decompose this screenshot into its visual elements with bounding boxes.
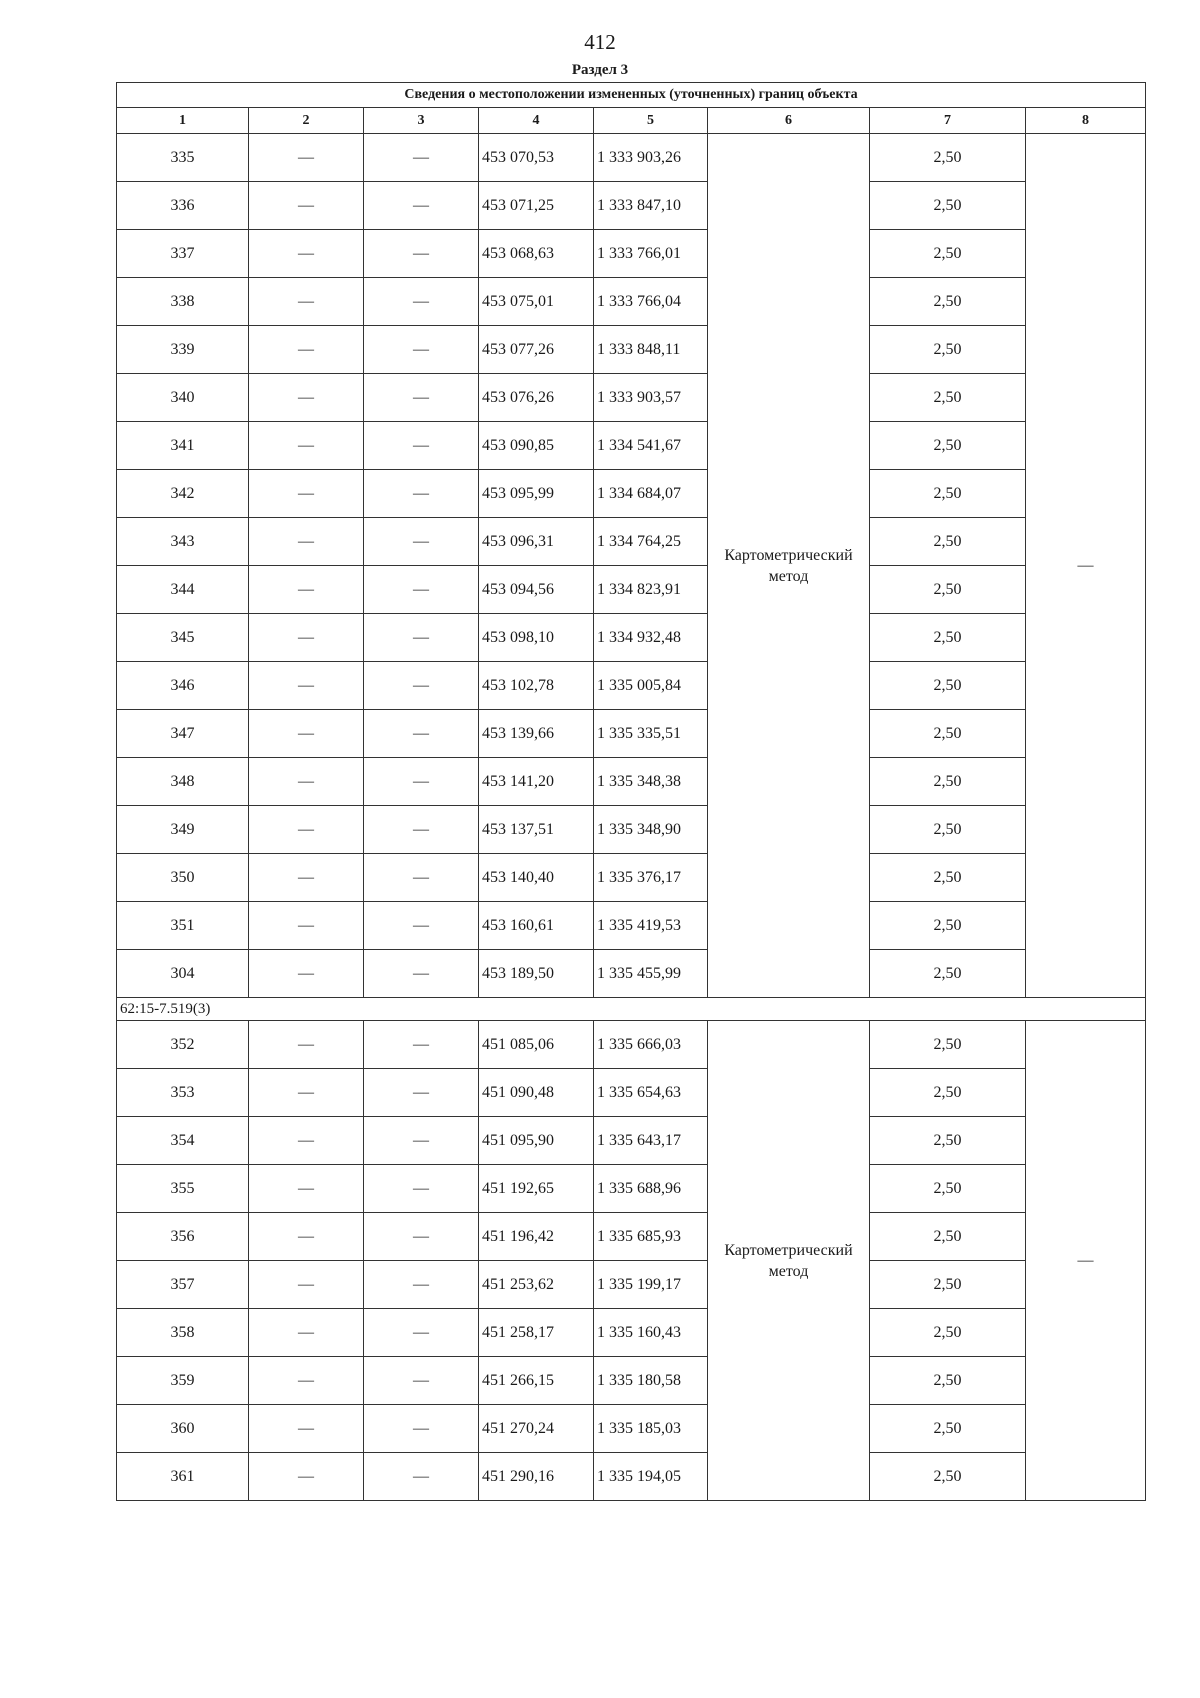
table-row xyxy=(117,422,1146,470)
x-coordinate-cell: 453 071,25 xyxy=(479,182,594,230)
col8-cell: — xyxy=(1026,1021,1146,1501)
col2-cell: — xyxy=(249,518,364,566)
x-coordinate-cell: 453 068,63 xyxy=(479,230,594,278)
col3-cell: — xyxy=(364,182,479,230)
table-row xyxy=(117,854,1146,902)
x-coordinate-cell: 451 253,62 xyxy=(479,1261,594,1309)
col2-cell: — xyxy=(249,326,364,374)
col3-cell: — xyxy=(364,1021,479,1069)
accuracy-cell: 2,50 xyxy=(870,1261,1026,1309)
col2-cell: — xyxy=(249,230,364,278)
table-row xyxy=(117,710,1146,758)
col3-cell: — xyxy=(364,1165,479,1213)
point-number-cell: 348 xyxy=(117,758,249,806)
table-row xyxy=(117,1261,1146,1309)
table-row xyxy=(117,950,1146,998)
y-coordinate-cell: 1 335 654,63 xyxy=(594,1069,708,1117)
x-coordinate-cell: 453 094,56 xyxy=(479,566,594,614)
y-coordinate-cell: 1 335 376,17 xyxy=(594,854,708,902)
col3-cell: — xyxy=(364,374,479,422)
y-coordinate-cell: 1 334 823,91 xyxy=(594,566,708,614)
table-row xyxy=(117,230,1146,278)
x-coordinate-cell: 453 096,31 xyxy=(479,518,594,566)
parcel-label-row xyxy=(117,998,1146,1021)
x-coordinate-cell: 453 077,26 xyxy=(479,326,594,374)
point-number-cell: 356 xyxy=(117,1213,249,1261)
x-coordinate-cell: 453 095,99 xyxy=(479,470,594,518)
accuracy-cell: 2,50 xyxy=(870,1453,1026,1501)
x-coordinate-cell: 451 095,90 xyxy=(479,1117,594,1165)
table-row xyxy=(117,1453,1146,1501)
accuracy-cell: 2,50 xyxy=(870,662,1026,710)
table-row xyxy=(117,134,1146,182)
table-row xyxy=(117,1117,1146,1165)
y-coordinate-cell: 1 333 848,11 xyxy=(594,326,708,374)
x-coordinate-cell: 453 075,01 xyxy=(479,278,594,326)
col2-cell: — xyxy=(249,662,364,710)
col2-cell: — xyxy=(249,1069,364,1117)
page-number: 412 xyxy=(584,30,616,54)
accuracy-cell: 2,50 xyxy=(870,566,1026,614)
x-coordinate-cell: 453 160,61 xyxy=(479,902,594,950)
point-number-cell: 353 xyxy=(117,1069,249,1117)
accuracy-cell: 2,50 xyxy=(870,758,1026,806)
x-coordinate-cell: 453 189,50 xyxy=(479,950,594,998)
col3-cell: — xyxy=(364,1213,479,1261)
y-coordinate-cell: 1 335 335,51 xyxy=(594,710,708,758)
col3-cell: — xyxy=(364,710,479,758)
x-coordinate-cell: 451 258,17 xyxy=(479,1309,594,1357)
table-row xyxy=(117,470,1146,518)
accuracy-cell: 2,50 xyxy=(870,1069,1026,1117)
col2-cell: — xyxy=(249,1165,364,1213)
table-row xyxy=(117,1405,1146,1453)
table-row xyxy=(117,662,1146,710)
point-number-cell: 357 xyxy=(117,1261,249,1309)
accuracy-cell: 2,50 xyxy=(870,518,1026,566)
point-number-cell: 349 xyxy=(117,806,249,854)
accuracy-cell: 2,50 xyxy=(870,854,1026,902)
accuracy-cell: 2,50 xyxy=(870,1117,1026,1165)
point-number-cell: 360 xyxy=(117,1405,249,1453)
x-coordinate-cell: 453 139,66 xyxy=(479,710,594,758)
col2-cell: — xyxy=(249,374,364,422)
x-coordinate-cell: 451 196,42 xyxy=(479,1213,594,1261)
y-coordinate-cell: 1 333 903,57 xyxy=(594,374,708,422)
col3-cell: — xyxy=(364,854,479,902)
col2-cell: — xyxy=(249,806,364,854)
point-number-cell: 344 xyxy=(117,566,249,614)
col3-cell: — xyxy=(364,950,479,998)
table-row xyxy=(117,1021,1146,1069)
column-number: 6 xyxy=(708,108,870,134)
col2-cell: — xyxy=(249,1309,364,1357)
col3-cell: — xyxy=(364,1405,479,1453)
y-coordinate-cell: 1 335 348,38 xyxy=(594,758,708,806)
point-number-cell: 351 xyxy=(117,902,249,950)
point-number-cell: 339 xyxy=(117,326,249,374)
column-number: 7 xyxy=(870,108,1026,134)
col3-cell: — xyxy=(364,1357,479,1405)
accuracy-cell: 2,50 xyxy=(870,1357,1026,1405)
accuracy-cell: 2,50 xyxy=(870,806,1026,854)
point-number-cell: 345 xyxy=(117,614,249,662)
x-coordinate-cell: 451 192,65 xyxy=(479,1165,594,1213)
col3-cell: — xyxy=(364,614,479,662)
col3-cell: — xyxy=(364,566,479,614)
col2-cell: — xyxy=(249,1405,364,1453)
accuracy-cell: 2,50 xyxy=(870,902,1026,950)
table-row xyxy=(117,1357,1146,1405)
y-coordinate-cell: 1 333 766,04 xyxy=(594,278,708,326)
col2-cell: — xyxy=(249,1261,364,1309)
accuracy-cell: 2,50 xyxy=(870,470,1026,518)
y-coordinate-cell: 1 334 684,07 xyxy=(594,470,708,518)
point-number-cell: 350 xyxy=(117,854,249,902)
col2-cell: — xyxy=(249,614,364,662)
table-row xyxy=(117,182,1146,230)
column-number-row xyxy=(117,108,1146,134)
col3-cell: — xyxy=(364,518,479,566)
accuracy-cell: 2,50 xyxy=(870,1021,1026,1069)
accuracy-cell: 2,50 xyxy=(870,710,1026,758)
point-number-cell: 359 xyxy=(117,1357,249,1405)
point-number-cell: 346 xyxy=(117,662,249,710)
col3-cell: — xyxy=(364,758,479,806)
col3-cell: — xyxy=(364,1261,479,1309)
y-coordinate-cell: 1 335 455,99 xyxy=(594,950,708,998)
column-number: 2 xyxy=(249,108,364,134)
col2-cell: — xyxy=(249,710,364,758)
col2-cell: — xyxy=(249,566,364,614)
y-coordinate-cell: 1 335 199,17 xyxy=(594,1261,708,1309)
col3-cell: — xyxy=(364,326,479,374)
table-row xyxy=(117,758,1146,806)
point-number-cell: 355 xyxy=(117,1165,249,1213)
point-number-cell: 338 xyxy=(117,278,249,326)
accuracy-cell: 2,50 xyxy=(870,950,1026,998)
column-number: 3 xyxy=(364,108,479,134)
accuracy-cell: 2,50 xyxy=(870,134,1026,182)
table-row xyxy=(117,1309,1146,1357)
column-number: 1 xyxy=(117,108,249,134)
accuracy-cell: 2,50 xyxy=(870,1309,1026,1357)
col2-cell: — xyxy=(249,134,364,182)
col2-cell: — xyxy=(249,1117,364,1165)
point-number-cell: 304 xyxy=(117,950,249,998)
table-row xyxy=(117,1069,1146,1117)
y-coordinate-cell: 1 333 903,26 xyxy=(594,134,708,182)
point-number-cell: 337 xyxy=(117,230,249,278)
col2-cell: — xyxy=(249,1021,364,1069)
col3-cell: — xyxy=(364,134,479,182)
y-coordinate-cell: 1 335 348,90 xyxy=(594,806,708,854)
x-coordinate-cell: 453 102,78 xyxy=(479,662,594,710)
col2-cell: — xyxy=(249,854,364,902)
boundary-coordinates-table xyxy=(116,82,1146,1501)
accuracy-cell: 2,50 xyxy=(870,374,1026,422)
y-coordinate-cell: 1 334 541,67 xyxy=(594,422,708,470)
accuracy-cell: 2,50 xyxy=(870,1405,1026,1453)
section-title: Раздел 3 xyxy=(571,62,629,78)
col3-cell: — xyxy=(364,470,479,518)
point-number-cell: 354 xyxy=(117,1117,249,1165)
col3-cell: — xyxy=(364,1309,479,1357)
y-coordinate-cell: 1 335 185,03 xyxy=(594,1405,708,1453)
x-coordinate-cell: 451 266,15 xyxy=(479,1357,594,1405)
accuracy-cell: 2,50 xyxy=(870,1165,1026,1213)
col2-cell: — xyxy=(249,1357,364,1405)
x-coordinate-cell: 453 141,20 xyxy=(479,758,594,806)
col3-cell: — xyxy=(364,230,479,278)
method-cell: Картометрический метод xyxy=(708,1021,870,1501)
point-number-cell: 352 xyxy=(117,1021,249,1069)
x-coordinate-cell: 453 076,26 xyxy=(479,374,594,422)
table-row xyxy=(117,326,1146,374)
point-number-cell: 361 xyxy=(117,1453,249,1501)
column-number: 8 xyxy=(1026,108,1146,134)
table-caption: Сведения о местоположении измененных (уточненных) границ объекта xyxy=(117,83,1146,108)
x-coordinate-cell: 453 098,10 xyxy=(479,614,594,662)
table-row xyxy=(117,566,1146,614)
col2-cell: — xyxy=(249,422,364,470)
table-row xyxy=(117,518,1146,566)
y-coordinate-cell: 1 335 160,43 xyxy=(594,1309,708,1357)
table-row xyxy=(117,614,1146,662)
col2-cell: — xyxy=(249,950,364,998)
x-coordinate-cell: 453 090,85 xyxy=(479,422,594,470)
col2-cell: — xyxy=(249,182,364,230)
col2-cell: — xyxy=(249,470,364,518)
point-number-cell: 336 xyxy=(117,182,249,230)
col3-cell: — xyxy=(364,902,479,950)
column-number: 5 xyxy=(594,108,708,134)
accuracy-cell: 2,50 xyxy=(870,614,1026,662)
col8-cell: — xyxy=(1026,134,1146,998)
y-coordinate-cell: 1 335 688,96 xyxy=(594,1165,708,1213)
y-coordinate-cell: 1 335 666,03 xyxy=(594,1021,708,1069)
accuracy-cell: 2,50 xyxy=(870,182,1026,230)
accuracy-cell: 2,50 xyxy=(870,230,1026,278)
col3-cell: — xyxy=(364,1069,479,1117)
y-coordinate-cell: 1 335 180,58 xyxy=(594,1357,708,1405)
y-coordinate-cell: 1 334 932,48 xyxy=(594,614,708,662)
point-number-cell: 340 xyxy=(117,374,249,422)
accuracy-cell: 2,50 xyxy=(870,422,1026,470)
y-coordinate-cell: 1 335 005,84 xyxy=(594,662,708,710)
table-row xyxy=(117,374,1146,422)
x-coordinate-cell: 451 090,48 xyxy=(479,1069,594,1117)
col2-cell: — xyxy=(249,278,364,326)
x-coordinate-cell: 453 070,53 xyxy=(479,134,594,182)
x-coordinate-cell: 453 140,40 xyxy=(479,854,594,902)
y-coordinate-cell: 1 335 685,93 xyxy=(594,1213,708,1261)
x-coordinate-cell: 451 085,06 xyxy=(479,1021,594,1069)
col2-cell: — xyxy=(249,758,364,806)
col3-cell: — xyxy=(364,422,479,470)
y-coordinate-cell: 1 333 847,10 xyxy=(594,182,708,230)
col2-cell: — xyxy=(249,902,364,950)
col3-cell: — xyxy=(364,806,479,854)
col2-cell: — xyxy=(249,1213,364,1261)
y-coordinate-cell: 1 335 419,53 xyxy=(594,902,708,950)
y-coordinate-cell: 1 335 194,05 xyxy=(594,1453,708,1501)
y-coordinate-cell: 1 333 766,01 xyxy=(594,230,708,278)
accuracy-cell: 2,50 xyxy=(870,1213,1026,1261)
table-row xyxy=(117,1165,1146,1213)
col3-cell: — xyxy=(364,278,479,326)
col3-cell: — xyxy=(364,1117,479,1165)
table-row xyxy=(117,278,1146,326)
column-number: 4 xyxy=(479,108,594,134)
method-cell: Картометрический метод xyxy=(708,134,870,998)
point-number-cell: 343 xyxy=(117,518,249,566)
y-coordinate-cell: 1 334 764,25 xyxy=(594,518,708,566)
col3-cell: — xyxy=(364,1453,479,1501)
point-number-cell: 358 xyxy=(117,1309,249,1357)
x-coordinate-cell: 451 270,24 xyxy=(479,1405,594,1453)
table-row xyxy=(117,806,1146,854)
col3-cell: — xyxy=(364,662,479,710)
x-coordinate-cell: 451 290,16 xyxy=(479,1453,594,1501)
col2-cell: — xyxy=(249,1453,364,1501)
parcel-label: 62:15-7.519(3) xyxy=(117,998,1146,1021)
x-coordinate-cell: 453 137,51 xyxy=(479,806,594,854)
table-row xyxy=(117,902,1146,950)
table-caption-row xyxy=(117,83,1146,108)
table-row xyxy=(117,1213,1146,1261)
point-number-cell: 341 xyxy=(117,422,249,470)
accuracy-cell: 2,50 xyxy=(870,278,1026,326)
point-number-cell: 347 xyxy=(117,710,249,758)
point-number-cell: 335 xyxy=(117,134,249,182)
accuracy-cell: 2,50 xyxy=(870,326,1026,374)
y-coordinate-cell: 1 335 643,17 xyxy=(594,1117,708,1165)
point-number-cell: 342 xyxy=(117,470,249,518)
